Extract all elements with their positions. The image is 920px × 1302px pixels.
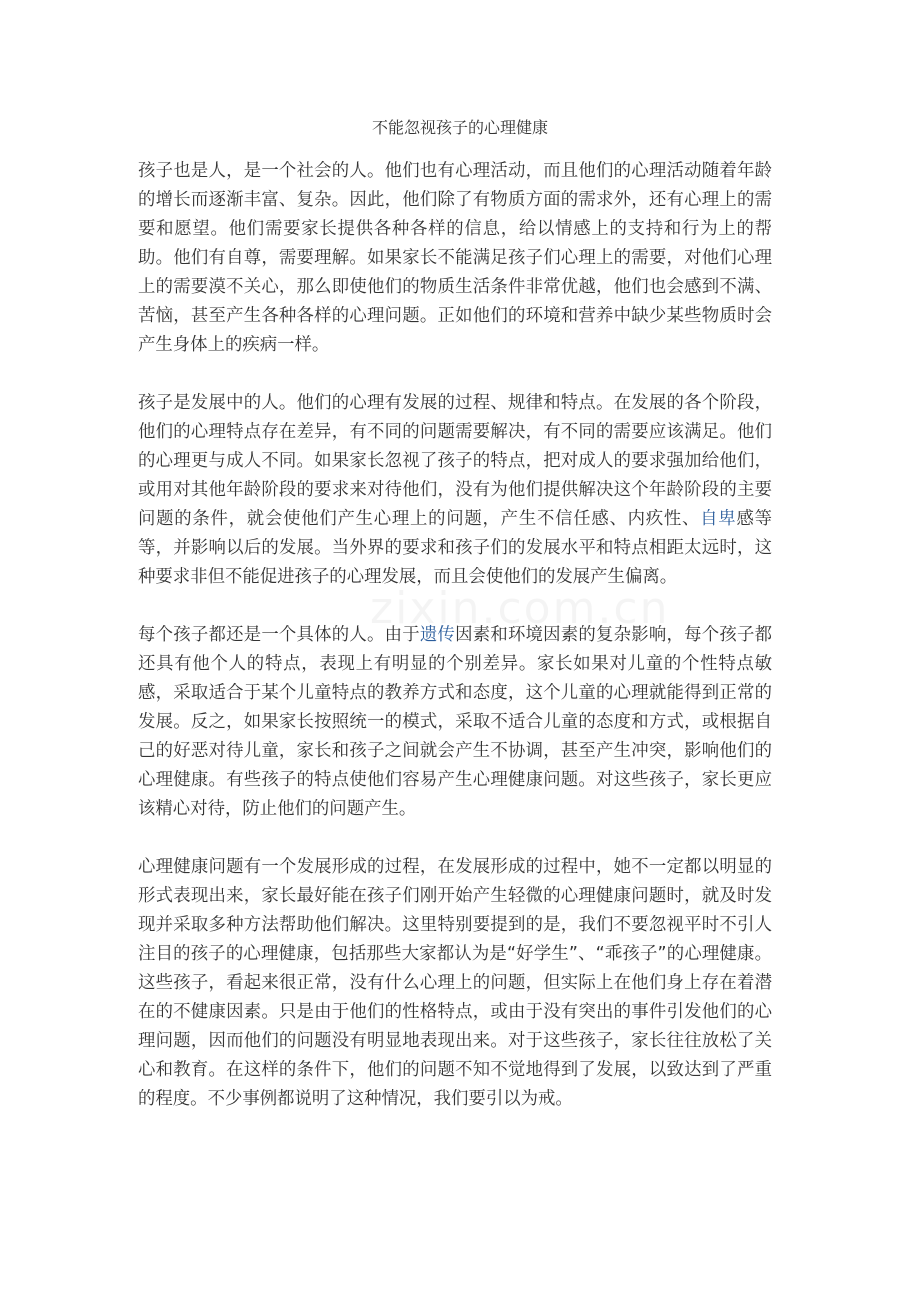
paragraph-3-text-after: 因素和环境因素的复杂影响，每个孩子都还具有他个人的特点，表现上有明显的个别差异。家长如果对儿童的个性特点敏感，采取适合于某个儿童特点的教养方式和态度，这个儿童的心理就能得到正常的发展。反之，如果家长按照统一的模式，采取不适合儿童的态度和方式，或根据自己的好恶对待儿童，家长和孩子之间就会产生不协调，甚至产生冲突，影响他们的心理健康。有些孩子的特点使他们容易产生心理健康问题。对这些孩子，家长更应该精心对待，防止他们的问题产生。 — [138, 625, 772, 819]
paragraph-3 — [138, 621, 772, 824]
paragraph-2 — [138, 389, 772, 592]
paragraph-2-text-after: 感等等，并影响以后的发展。当外界的要求和孩子们的发展水平和特点相距太远时，这种要求非但不能促进孩子的心理发展，而且会使他们的发展产生偏离。 — [138, 509, 772, 587]
link-zibei[interactable]: 自卑 — [700, 509, 737, 529]
paragraph-3-text-before: 每个孩子都还是一个具体的人。由于 — [138, 625, 420, 645]
paragraph-4: 心理健康问题有一个发展形成的过程，在发展形成的过程中，她不一定都以明显的形式表现出来，家长最好能在孩子们刚开始产生轻微的心理健康问题时，就及时发现并采取多种方法帮助他们解决。这里特别要提到的是，我们不要忽视平时不引人注目的孩子的心理健康，包括那些大家都认为是“好学生”、“乖孩子”的心理健康。这些孩子，看起来很正常，没有什么心理上的问题，但实际上在他们身上存在着潜在的不健康因素。只是由于他们的性格特点，或由于没有突出的事件引发他们的心理问题，因而他们的问题没有明显地表现出来。对于这些孩子，家长往往放松了关心和教育。在这样的条件下，他们的问题不知不觉地得到了发展，以致达到了严重的程度。不少事例都说明了这种情况，我们要引以为戒。 — [138, 857, 772, 1109]
link-yichuan[interactable]: 遗传 — [419, 625, 456, 645]
article-body — [138, 157, 772, 1143]
paragraph-1: 孩子也是人，是一个社会的人。他们也有心理活动，而且他们的心理活动随着年龄的增长而逐渐丰富、复杂。因此，他们除了有物质方面的需求外，还有心理上的需要和愿望。他们需要家长提供各种各样的信息，给以情感上的支持和行为上的帮助。他们有自尊，需要理解。如果家长不能满足孩子们心理上的需要，对他们心理上的需要漠不关心，那么即使他们的物质生活条件非常优越，他们也会感到不满、苦恼，甚至产生各种各样的心理问题。正如他们的环境和营养中缺少某些物质时会产生身体上的疾病一样。 — [138, 161, 772, 355]
page-title: 不能忽视孩子的心理健康 — [371, 118, 548, 137]
paragraph-2-text-before: 孩子是发展中的人。他们的心理有发展的过程、规律和特点。在发展的各个阶段，他们的心理特点存在差异，有不同的问题需要解决，有不同的需要应该满足。他们的心理更与成人不同。如果家长忽视了孩子的特点，把对成人的要求强加给他们，或用对其他年龄阶段的要求来对待他们，没有为他们提供解决这个年龄阶段的主要问题的条件，就会使他们产生心理上的问题，产生不信任感、内疚性、 — [138, 393, 772, 529]
